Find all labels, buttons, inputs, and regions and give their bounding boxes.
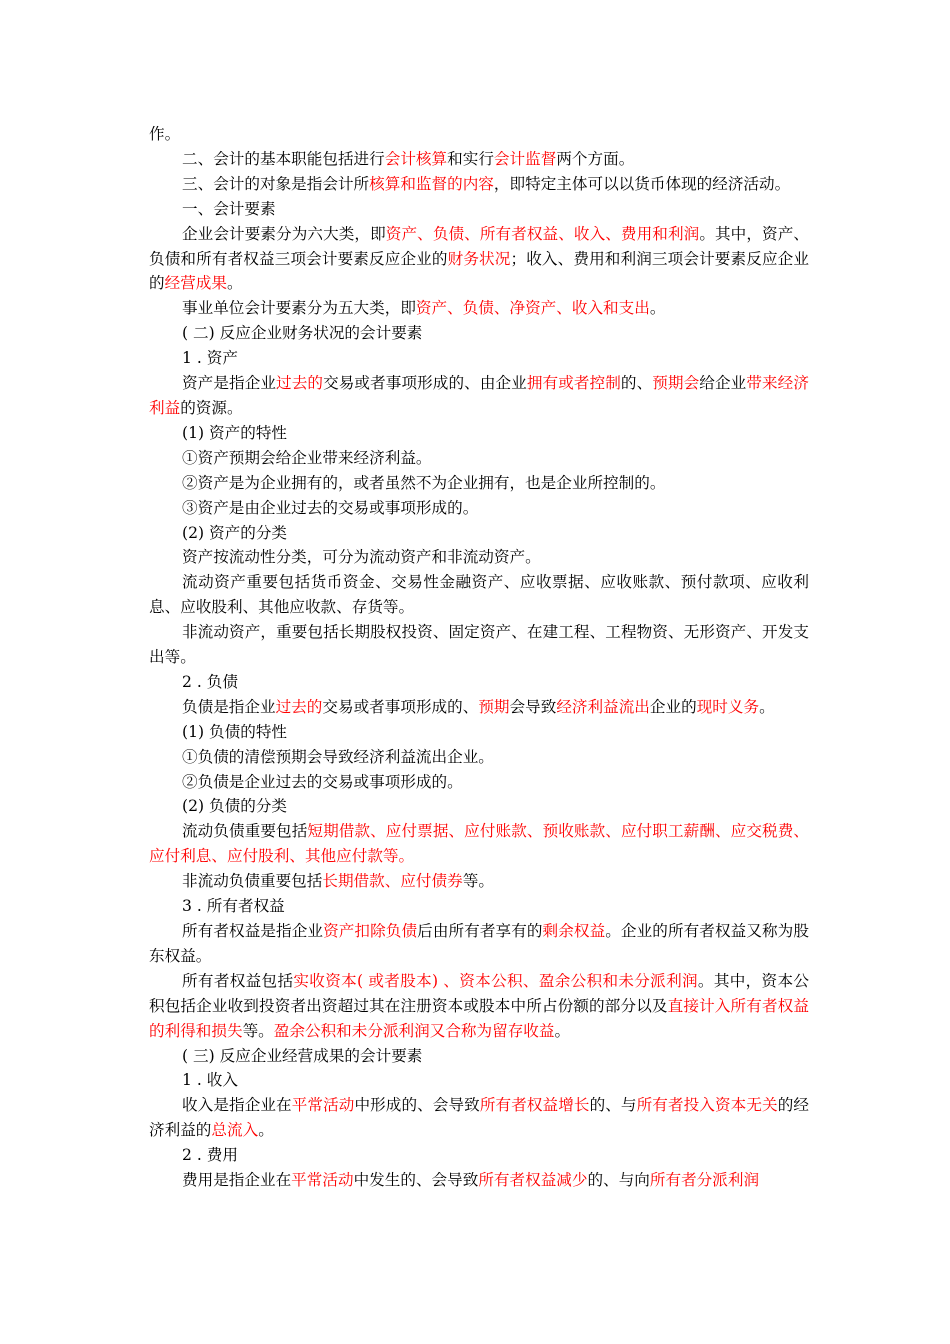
highlighted-text: 资产、负债、净资产、收入和支出 xyxy=(415,299,650,318)
highlighted-text: 财务状况 xyxy=(447,249,511,268)
paragraph xyxy=(149,1168,809,1193)
body-text: 会导致 xyxy=(509,697,557,716)
paragraph xyxy=(149,296,809,321)
paragraph xyxy=(149,471,809,496)
highlighted-text: 剩余权益 xyxy=(542,922,606,940)
paragraph xyxy=(149,371,809,421)
paragraph xyxy=(149,1143,809,1168)
paragraph xyxy=(149,1068,809,1093)
paragraph xyxy=(149,919,809,969)
highlighted-text: 核算和监督的内容 xyxy=(369,174,494,193)
highlighted-text: 实收资本( 或者股本) 、资本公积、盈余公积和未分派利润 xyxy=(293,971,698,990)
paragraph xyxy=(149,122,809,147)
body-text: 1 . 收入 xyxy=(182,1071,238,1090)
body-text: 中发生的、会导致 xyxy=(353,1171,479,1190)
paragraph xyxy=(149,770,809,795)
body-text: ①资产预期会给企业带来经济利益。 xyxy=(182,448,432,467)
body-text: 。其中，资本公积包括企业收到投资者出资超过其在注册资本或股本中所占份额的部分以及 xyxy=(149,971,809,1015)
highlighted-text: 短期借款、应付票据、应付账款、预收账款、应付职工薪酬、应交税费、应付利息、应付股利、其他应付款等。 xyxy=(149,822,809,866)
highlighted-text: 会计监督 xyxy=(493,149,557,168)
highlighted-text: 带来经济利益 xyxy=(149,374,809,417)
body-text: 作。 xyxy=(149,125,181,143)
body-text: 1 . 资产 xyxy=(182,349,238,368)
document-body xyxy=(149,122,809,1193)
body-text: 企业会计要素分为六大类，即 xyxy=(182,224,386,243)
paragraph xyxy=(149,720,809,745)
body-text: ，即特定主体可以以货币体现的经济活动。 xyxy=(493,174,791,193)
body-text: 资产按流动性分类，可分为流动资产和非流动资产。 xyxy=(182,548,541,567)
highlighted-text: 经济利益流出 xyxy=(556,697,650,716)
paragraph xyxy=(149,869,809,894)
highlighted-text: 所有者权益增长 xyxy=(479,1096,590,1115)
paragraph xyxy=(149,197,809,222)
paragraph xyxy=(149,446,809,471)
paragraph xyxy=(149,1093,809,1143)
paragraph xyxy=(149,172,809,197)
body-text: 事业单位会计要素分为五大类，即 xyxy=(182,299,416,318)
highlighted-text: 过去的 xyxy=(276,374,324,393)
paragraph xyxy=(149,894,809,919)
body-text: 收入是指企业在 xyxy=(182,1096,292,1115)
highlighted-text: 经营成果 xyxy=(164,274,227,293)
body-text: 的资源。 xyxy=(180,398,243,417)
paragraph xyxy=(149,147,809,172)
paragraph xyxy=(149,1044,809,1069)
paragraph xyxy=(149,521,809,546)
body-text: 所有者权益包括 xyxy=(182,971,294,990)
paragraph xyxy=(149,496,809,521)
body-text: 等。 xyxy=(242,1021,274,1040)
body-text: 非流动负债重要包括 xyxy=(182,872,323,891)
highlighted-text: 平常活动 xyxy=(291,1171,354,1190)
body-text: 费用是指企业在 xyxy=(182,1171,292,1190)
highlighted-text: 盈余公积和未分派利润又合称为留存收益 xyxy=(273,1021,555,1040)
highlighted-text: 拥有或者控制 xyxy=(526,374,621,393)
body-text: 的、与向 xyxy=(587,1171,650,1190)
body-text: (2) 资产的分类 xyxy=(182,523,288,542)
body-text: 。 xyxy=(258,1121,274,1140)
highlighted-text: 现时义务 xyxy=(696,697,760,716)
body-text: 。其中，资产、负债和所有者权益三项会计要素反应企业的 xyxy=(149,224,809,268)
body-text: 。 xyxy=(759,697,775,716)
body-text: 。 xyxy=(649,299,666,318)
body-text: 2 . 费用 xyxy=(182,1146,238,1165)
body-text: 后由所有者享有的 xyxy=(417,922,543,940)
highlighted-text: 预期会 xyxy=(652,374,700,393)
highlighted-text: 预期 xyxy=(478,697,510,716)
body-text: 二、会计的基本职能包括进行 xyxy=(182,149,385,168)
paragraph xyxy=(149,969,809,1044)
body-text: 资产是指企业 xyxy=(182,374,277,393)
paragraph xyxy=(149,620,809,670)
paragraph xyxy=(149,794,809,819)
body-text: 企业的 xyxy=(649,697,697,716)
paragraph xyxy=(149,421,809,446)
body-text: 两个方面。 xyxy=(556,149,635,168)
body-text: ( 三) 反应企业经营成果的会计要素 xyxy=(182,1046,423,1065)
body-text: ②负债是企业过去的交易或事项形成的。 xyxy=(182,772,463,791)
body-text: 交易或者事项形成的、 xyxy=(322,697,479,716)
body-text: 的、与 xyxy=(589,1096,637,1115)
body-text: 。企业的所有者权益又称为股东权益。 xyxy=(149,922,809,965)
highlighted-text: 过去的 xyxy=(275,697,323,716)
body-text: (1) 资产的特性 xyxy=(182,423,288,442)
body-text: ①负债的清偿预期会导致经济利益流出企业。 xyxy=(182,747,494,766)
body-text: 三、会计的对象是指会计所 xyxy=(182,174,370,193)
body-text: 中形成的、会导致 xyxy=(354,1096,480,1115)
body-text: 所有者权益是指企业 xyxy=(182,922,324,940)
highlighted-text: 所有者权益减少 xyxy=(478,1171,588,1190)
body-text: 负债是指企业 xyxy=(182,697,276,716)
body-text: 等。 xyxy=(462,872,494,891)
paragraph xyxy=(149,570,809,620)
highlighted-text: 会计核算 xyxy=(384,149,448,168)
body-text: ②资产是为企业拥有的，或者虽然不为企业拥有，也是企业所控制的。 xyxy=(182,473,666,492)
body-text: 的、 xyxy=(620,374,653,393)
body-text: 非流动资产，重要包括长期股权投资、固定资产、在建工程、工程物资、无形资产、开发支出等。 xyxy=(149,623,809,667)
body-text: 的经济利益的 xyxy=(149,1096,809,1140)
body-text: 。 xyxy=(227,274,243,293)
paragraph xyxy=(149,695,809,720)
body-text: 一、会计要素 xyxy=(182,199,276,218)
body-text: ( 二) 反应企业财务状况的会计要素 xyxy=(182,324,423,343)
paragraph xyxy=(149,670,809,695)
paragraph xyxy=(149,346,809,371)
paragraph xyxy=(149,819,809,869)
body-text: ③资产是由企业过去的交易或事项形成的。 xyxy=(182,498,479,517)
body-text: 交易或者事项形成的、由企业 xyxy=(323,374,527,393)
highlighted-text: 所有者分派利润 xyxy=(649,1171,760,1190)
body-text: 3 . 所有者权益 xyxy=(182,897,285,916)
body-text: 给企业 xyxy=(699,374,747,393)
highlighted-text: 资产、负债、所有者权益、收入、费用和利润 xyxy=(385,224,700,243)
highlighted-text: 长期借款、应付债券 xyxy=(322,872,463,891)
paragraph xyxy=(149,321,809,346)
highlighted-text: 直接计入所有者权益的利得和损失 xyxy=(149,996,809,1040)
body-text: 。 xyxy=(554,1021,571,1040)
body-text: 流动负债重要包括 xyxy=(182,822,308,841)
body-text: ；收入、费用和利润三项会计要素反应企业的 xyxy=(149,249,809,293)
highlighted-text: 资产扣除负债 xyxy=(323,922,418,940)
paragraph xyxy=(149,745,809,770)
highlighted-text: 所有者投入资本无关 xyxy=(636,1096,778,1115)
body-text: 流动资产重要包括货币资金、交易性金融资产、应收票据、应收账款、预付款项、应收利息、应收股利、其他应收款、存货等。 xyxy=(149,573,809,617)
body-text: (1) 负债的特性 xyxy=(182,722,288,741)
paragraph xyxy=(149,222,809,297)
highlighted-text: 平常活动 xyxy=(291,1096,355,1115)
body-text: (2) 负债的分类 xyxy=(182,797,288,816)
highlighted-text: 总流入 xyxy=(211,1121,259,1140)
paragraph xyxy=(149,545,809,570)
body-text: 和实行 xyxy=(447,149,494,168)
body-text: 2 . 负债 xyxy=(182,672,238,691)
